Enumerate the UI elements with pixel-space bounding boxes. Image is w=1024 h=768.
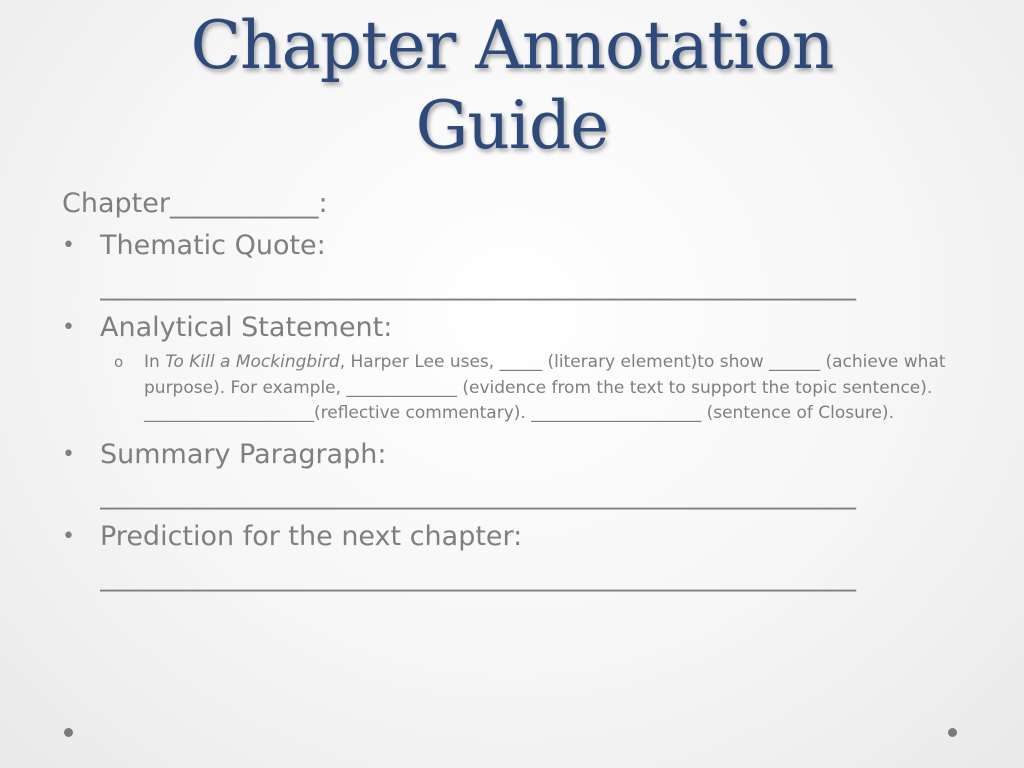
list-item-analytical-statement (62, 308, 972, 348)
summary-paragraph-blank: ________________________________________________________ (100, 478, 856, 510)
analytical-statement-label: Analytical Statement: (100, 312, 393, 343)
slide-body (62, 182, 972, 599)
bullet-icon: • (62, 233, 75, 258)
chapter-field-label: Chapter___________: (62, 188, 328, 219)
corner-dot-right (948, 728, 957, 737)
page-title (0, 6, 1024, 166)
prediction-blank: ________________________________________________________ (100, 560, 856, 592)
bullet-icon: • (62, 523, 75, 549)
list-item-prediction (62, 517, 972, 599)
thematic-quote-label: Thematic Quote: (100, 230, 326, 261)
summary-paragraph-label: Summary Paragraph: (100, 438, 387, 470)
corner-dot-left (64, 728, 73, 737)
template-text: , Harper Lee uses, _____ (literary element)to show ______ (achieve what purpose). For example, _____________ (evidence from the text to support the topic sentence). ____________________(reflective commentary). ____________________ (sentence of Closure). (144, 352, 946, 423)
bullet-icon: • (62, 441, 75, 467)
thematic-quote-blank: ________________________________________________________ (100, 270, 856, 301)
prediction-label: Prediction for the next chapter: (100, 520, 523, 552)
list-item-thematic-quote (62, 226, 972, 308)
bullet-icon: • (62, 315, 75, 340)
book-title: To Kill a Mockingbird (165, 352, 340, 372)
analytical-statement-template (62, 350, 956, 427)
title-line-1: Chapter Annotation (190, 7, 834, 84)
title-line-2: Guide (415, 87, 609, 164)
list-item-summary-paragraph (62, 435, 972, 517)
sub-bullet-icon: o (114, 353, 124, 371)
template-prefix: In (144, 352, 166, 372)
